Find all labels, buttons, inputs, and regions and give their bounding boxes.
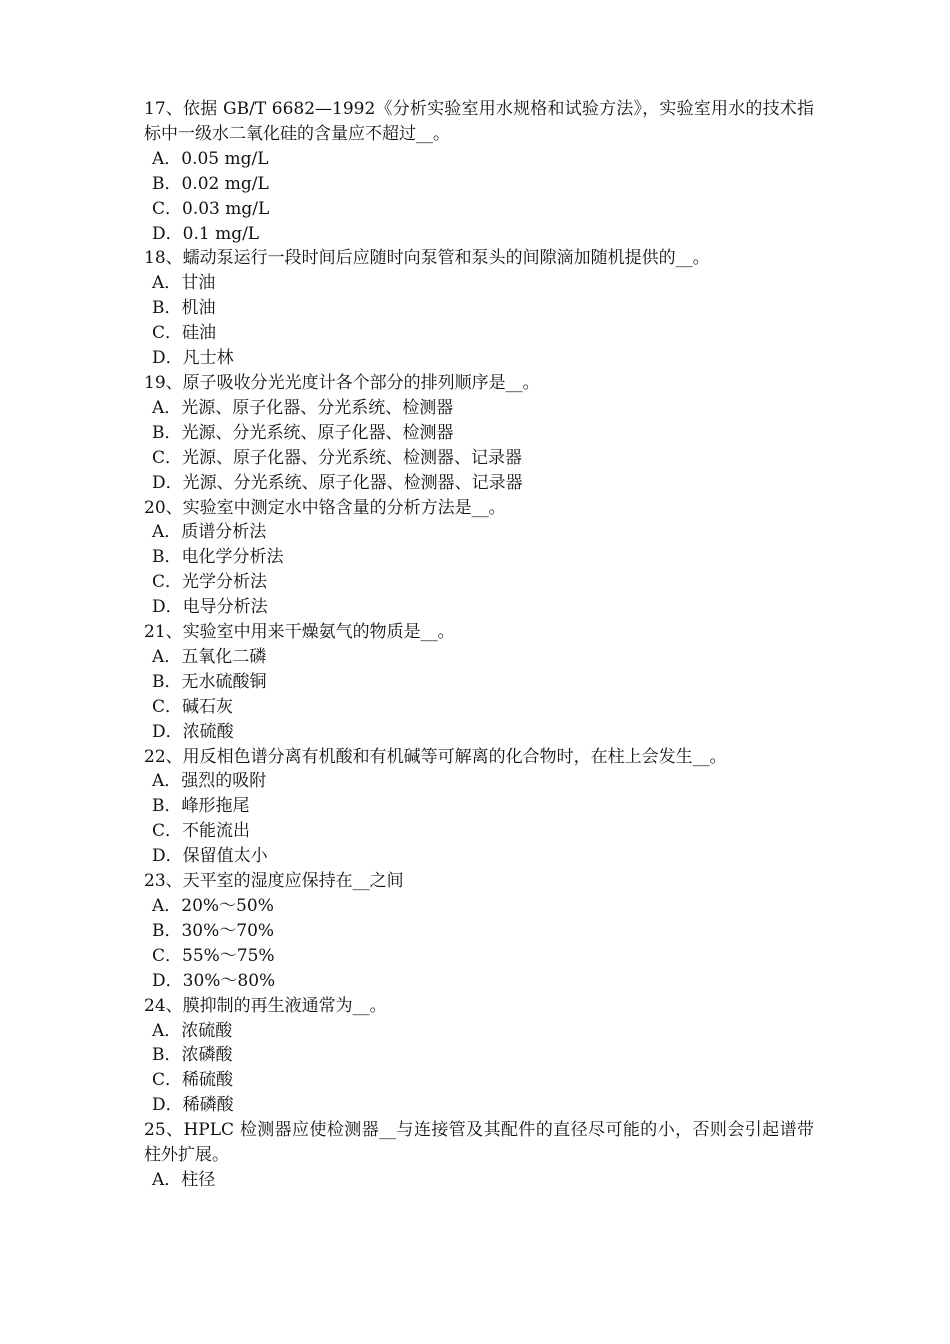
option-a: A．0.05 mg/L [152,148,269,169]
option-a: A．柱径 [152,1169,216,1190]
option-c: C．不能流出 [152,821,251,842]
question-stem: 25、HPLC 检测器应使检测器__与连接管及其配件的直径尽可能的小，否则会引起谱带柱外扩展。 [144,1120,814,1166]
question-24 [144,994,814,1119]
question-25 [144,1118,814,1193]
option-a: A．质谱分析法 [152,522,267,543]
question-22 [144,745,814,870]
option-d: D．凡士林 [152,348,234,369]
option-a: A．20%～50% [152,896,274,916]
option-c: C．0.03 mg/L [152,198,270,219]
question-stem: 24、膜抑制的再生液通常为__。 [144,995,387,1016]
option-b: B．机油 [152,298,216,319]
option-a: A．甘油 [152,273,216,294]
question-20 [144,496,814,621]
option-b: B．光源、分光系统、原子化器、检测器 [152,422,454,443]
question-stem: 17、依据 GB/T 6682—1992《分析实验室用水规格和试验方法》，实验室用水的技术指标中一级水二氧化硅的含量应不超过__。 [144,99,814,144]
option-d: D．电导分析法 [152,597,268,618]
option-b: B．浓磷酸 [152,1045,233,1066]
option-b: B．30%～70% [152,920,275,941]
option-d: D．稀磷酸 [152,1095,234,1116]
question-19 [144,371,814,496]
option-a: A．五氧化二磷 [152,646,267,667]
question-stem: 23、天平室的湿度应保持在__之间 [144,871,404,892]
option-c: C．55%～75% [152,945,275,966]
option-b: B．无水硫酸铜 [152,671,267,692]
option-a: A．强烈的吸附 [152,771,267,792]
option-c: C．碱石灰 [152,696,234,717]
document-page [144,97,814,1193]
question-21 [144,620,814,745]
option-a: A．浓硫酸 [152,1020,233,1041]
question-stem: 22、用反相色谱分离有机酸和有机碱等可解离的化合物时，在柱上会发生__。 [144,746,727,767]
option-d: D．30%～80% [152,970,276,991]
option-b: B．0.02 mg/L [152,173,269,194]
question-stem: 20、实验室中测定水中铬含量的分析方法是__。 [144,497,506,518]
question-stem: 19、原子吸收分光光度计各个部分的排列顺序是__。 [144,372,540,393]
option-c: C．光学分析法 [152,572,268,593]
option-c: C．稀硫酸 [152,1070,234,1091]
option-d: D．光源、分光系统、原子化器、检测器、记录器 [152,472,523,493]
option-c: C．硅油 [152,323,217,344]
option-b: B．峰形拖尾 [152,796,250,817]
question-18 [144,246,814,371]
option-c: C．光源、原子化器、分光系统、检测器、记录器 [152,447,523,468]
option-b: B．电化学分析法 [152,547,284,568]
question-stem: 18、蠕动泵运行一段时间后应随时向泵管和泵头的间隙滴加随机提供的__。 [144,248,710,269]
question-23 [144,869,814,994]
option-d: D．保留值太小 [152,846,268,867]
question-stem: 21、实验室中用来干燥氨气的物质是__。 [144,622,455,643]
option-d: D．0.1 mg/L [152,223,260,244]
option-d: D．浓硫酸 [152,721,234,742]
question-17 [144,97,814,246]
option-a: A．光源、原子化器、分光系统、检测器 [152,397,454,418]
